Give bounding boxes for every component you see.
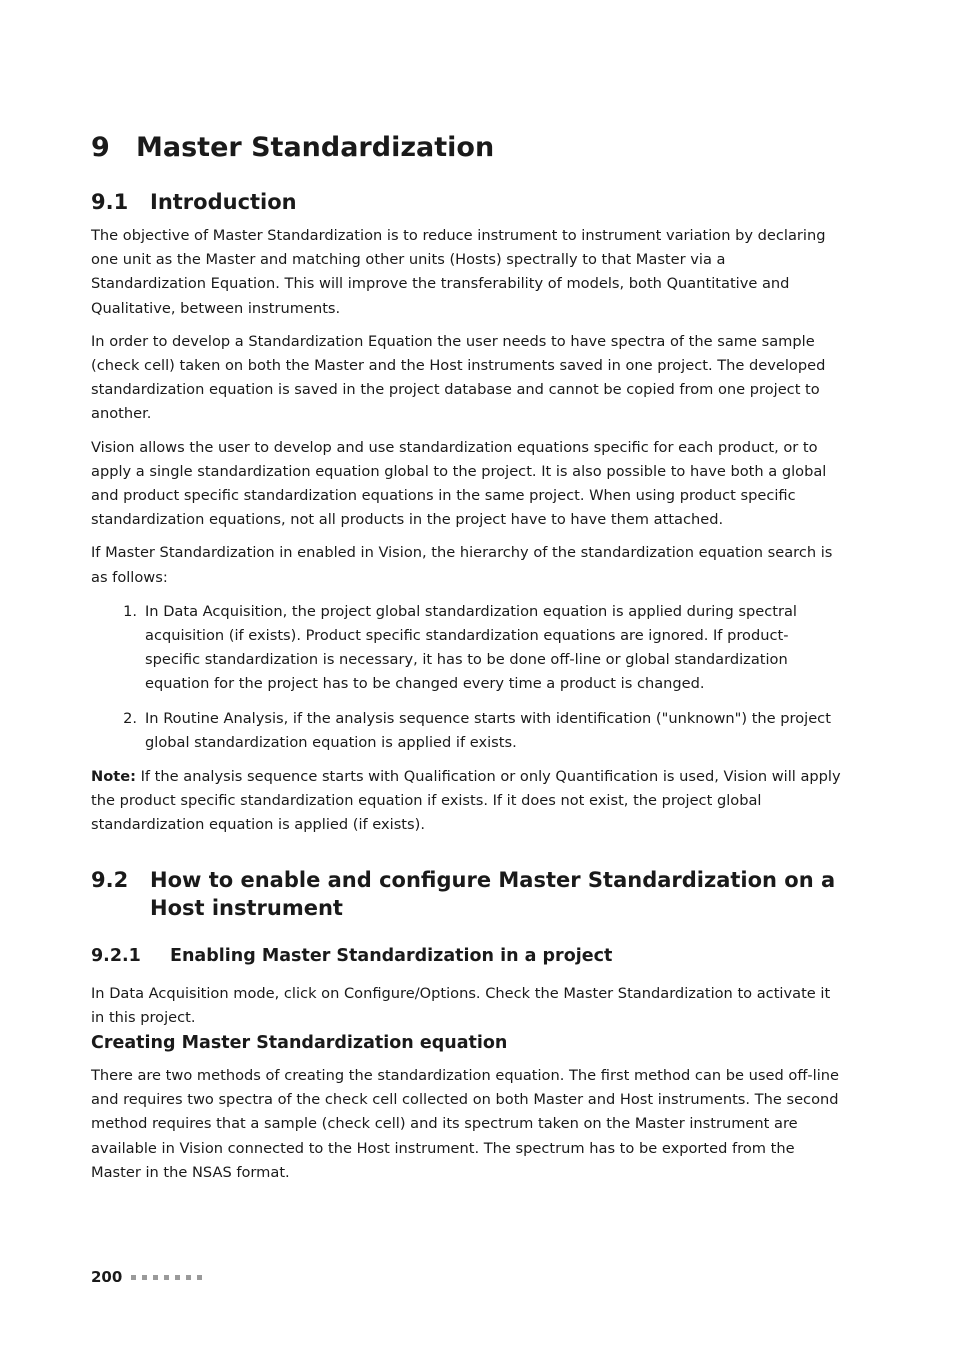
run-in-heading: Creating Master Standardization equation [91,1033,508,1054]
dot [153,1275,158,1280]
subsection-title: Enabling Master Standardization in a project [170,945,613,966]
section-heading-host [91,866,843,922]
list-item-text: In Data Acquisition, the project global standardization equation is applied during spectral acquisition (if exists). Product specific standardization equations are ignored. If product-specific standardization is necessary, it has to be done off-line or global standardization equation for the project has to be changed every time a product is changed. [145,602,797,693]
list-item [91,707,843,755]
paragraph: If Master Standardization in enabled in Vision, the hierarchy of the standardization equation search is as follows: [91,544,833,586]
document-page [91,128,843,1194]
dot [175,1275,180,1280]
paragraph: There are two methods of creating the standardization equation. The first method can be used off-line and requires two spectra of the check cell collected on both Master and Host instruments. The second method requires that a sample (check cell) and its spectrum taken on the Master instrument are available in Vision connected to the Host instrument. The spectrum has to be exported from the Master in the NSAS format. [91,1067,839,1181]
subsection-heading [91,942,843,970]
list-item [91,600,843,697]
section-heading-introduction [91,188,843,216]
list-marker: 2. [123,709,137,727]
dot [142,1275,147,1280]
paragraph: The objective of Master Standardization is to reduce instrument to instrument variation by declaring one unit as the Master and matching other units (Hosts) spectrally to that Master via a Standardization Equation. This will improve the transferability of models, both Quantitative and Qualitative, between instruments. [91,227,826,317]
hierarchy-list [91,600,843,755]
note-label: Note: [91,768,136,786]
chapter-number: 9 [91,132,110,163]
page-footer [91,1268,208,1286]
note-paragraph [91,765,843,838]
section-title: Introduction [150,190,297,214]
paragraph: In order to develop a Standardization Equation the user needs to have spectra of the same sample (check cell) taken on both the Master and the Host instruments saved in one project. The developed standardization equation is saved in the project database and cannot be copied from one project to another. [91,332,826,423]
chapter-heading [91,128,843,168]
list-item-text: In Routine Analysis, if the analysis sequence starts with identification ("unknown") the project global standardization equation is applied if exists. [145,709,831,751]
dot [131,1275,136,1280]
dot [186,1275,191,1280]
paragraph: Vision allows the user to develop and use standardization equations specific for each product, or to apply a single standardization equation global to the project. It is also possible to have both a global and product specific standardization equations in the same project. When using product specific standardization equations, not all products in the project have to have them attached. [91,438,827,529]
list-marker: 1. [123,602,137,620]
page-number: 200 [91,1268,123,1286]
chapter-title: Master Standardization [136,132,495,163]
section-title: How to enable and configure Master Standardization on a Host instrument [150,867,836,920]
dot [164,1275,169,1280]
section-number: 9.2 [91,867,129,892]
note-text: If the analysis sequence starts with Qualification or only Quantification is used, Vision will apply the product specific standardization equation if exists. If it does not exist, the project global standardization equation is applied (if exists). [91,768,841,834]
subsection-number: 9.2.1 [91,945,141,966]
decorative-dots [131,1275,208,1280]
section-number: 9.1 [91,190,129,214]
dot [197,1275,202,1280]
paragraph: In Data Acquisition mode, click on Configure/Options. Check the Master Standardization to activate it in this project. [91,984,831,1026]
